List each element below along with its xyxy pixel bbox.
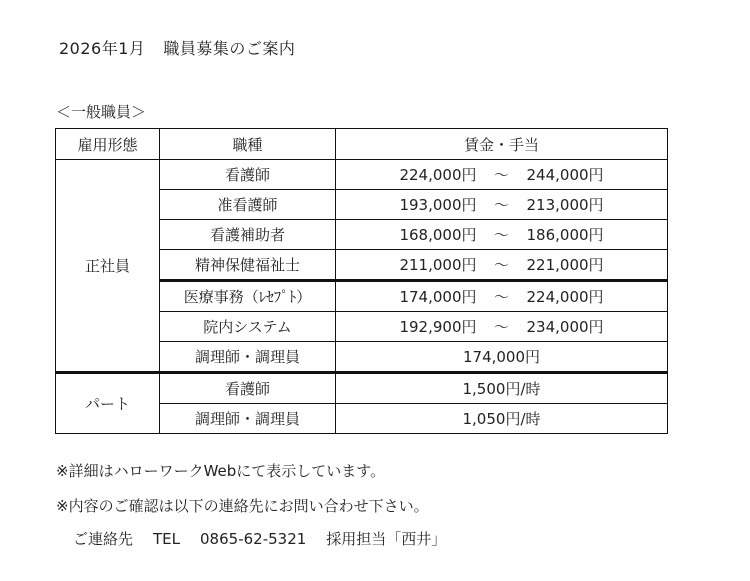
recruitment-table xyxy=(55,128,668,434)
wage-tilde: ～ xyxy=(493,256,509,274)
heading-title: 職員募集のご案内 xyxy=(163,39,296,58)
wage-cell xyxy=(336,312,668,342)
wage-min: 193,000円 xyxy=(399,196,477,214)
header-employment-type: 雇用形態 xyxy=(56,129,160,160)
job-cell: 看護師 xyxy=(160,160,336,190)
contact-tel: 0865-62-5321 xyxy=(200,530,307,548)
wage-max: 186,000円 xyxy=(526,226,604,244)
job-cell: 准看護師 xyxy=(160,190,336,220)
wage-min: 192,900円 xyxy=(399,318,477,336)
contact-person: 採用担当「西井」 xyxy=(326,530,447,548)
header-wage: 賃金・手当 xyxy=(336,129,668,160)
wage-cell: 1,500円/時 xyxy=(336,373,668,404)
employment-type-part-time: パート xyxy=(56,373,160,434)
job-cell: 精神保健福祉士 xyxy=(160,250,336,281)
note-inquiry: ※内容のご確認は以下の連絡先にお問い合わせ下さい。 xyxy=(56,497,429,515)
wage-max: 213,000円 xyxy=(526,196,604,214)
wage-min: 168,000円 xyxy=(399,226,477,244)
job-cell: 看護師 xyxy=(160,373,336,404)
job-cell: 調理師・調理員 xyxy=(160,404,336,434)
wage-tilde: ～ xyxy=(493,196,509,214)
table-row xyxy=(56,373,668,404)
wage-tilde: ～ xyxy=(493,318,509,336)
wage-tilde: ～ xyxy=(493,166,509,184)
job-cell: 院内システム xyxy=(160,312,336,342)
wage-max: 221,000円 xyxy=(526,256,604,274)
table-header-row xyxy=(56,129,668,160)
wage-cell xyxy=(336,190,668,220)
wage-cell xyxy=(336,250,668,281)
job-cell: 看護補助者 xyxy=(160,220,336,250)
heading-date: 2026年1月 xyxy=(59,39,146,58)
wage-cell xyxy=(336,281,668,312)
page-heading xyxy=(59,36,295,59)
wage-tilde: ～ xyxy=(493,288,509,306)
job-cell: 調理師・調理員 xyxy=(160,342,336,373)
section-title: ＜一般職員＞ xyxy=(56,103,147,121)
contact-label: ご連絡先 xyxy=(73,530,134,548)
wage-min: 174,000円 xyxy=(399,288,477,306)
table-row xyxy=(56,160,668,190)
note-hellowork: ※詳細はハローワークWebにて表示しています。 xyxy=(56,462,386,480)
contact-line xyxy=(73,528,466,549)
job-cell: 医療事務（ﾚｾﾌﾟﾄ） xyxy=(160,281,336,312)
header-job-type: 職種 xyxy=(160,129,336,160)
wage-min: 224,000円 xyxy=(399,166,477,184)
wage-max: 224,000円 xyxy=(526,288,604,306)
employment-type-full-time: 正社員 xyxy=(56,160,160,373)
wage-max: 234,000円 xyxy=(526,318,604,336)
wage-cell xyxy=(336,160,668,190)
wage-cell: 174,000円 xyxy=(336,342,668,373)
wage-cell xyxy=(336,220,668,250)
wage-min: 211,000円 xyxy=(399,256,477,274)
contact-tel-label: TEL xyxy=(153,530,181,548)
wage-cell: 1,050円/時 xyxy=(336,404,668,434)
wage-max: 244,000円 xyxy=(526,166,604,184)
wage-tilde: ～ xyxy=(493,226,509,244)
